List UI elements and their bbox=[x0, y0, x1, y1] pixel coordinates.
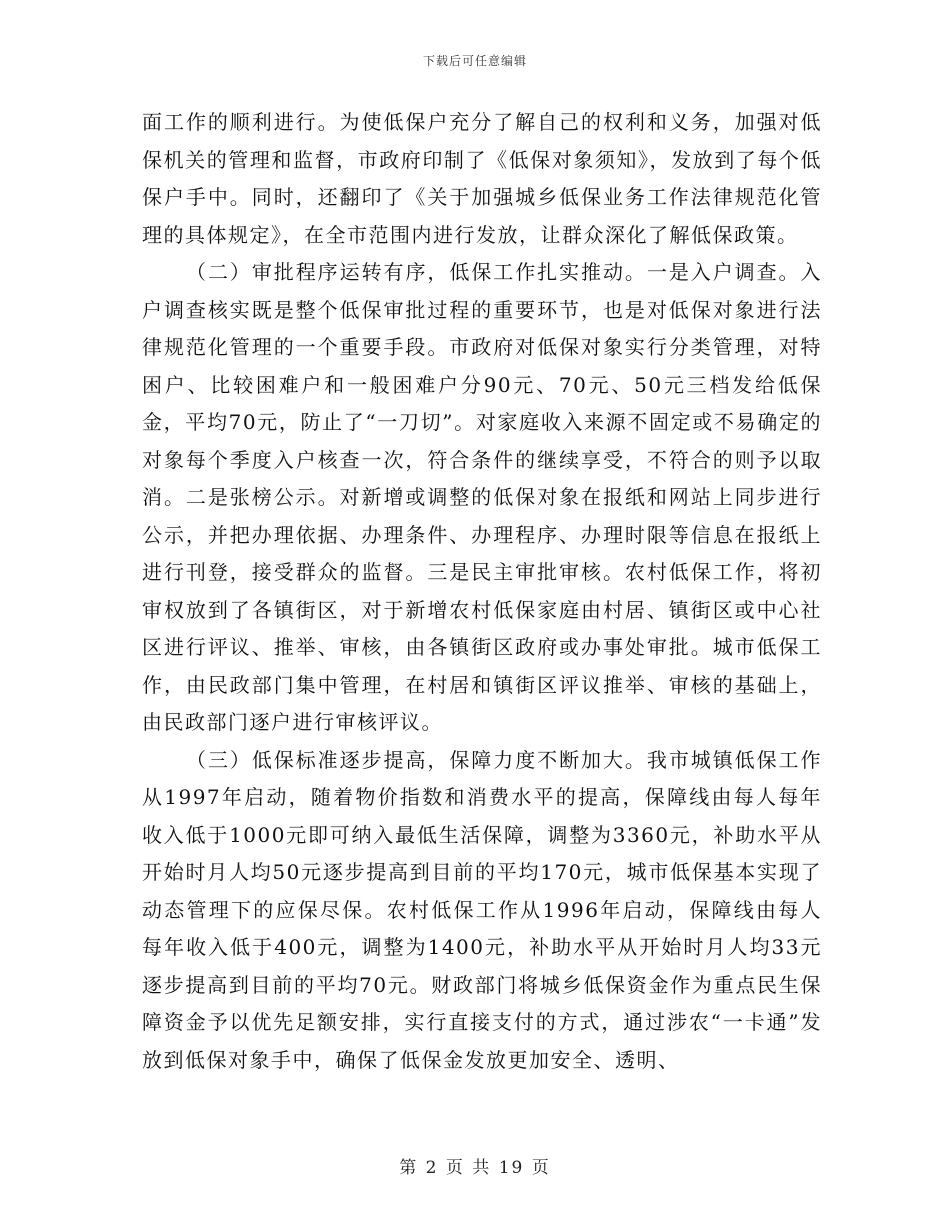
document-body bbox=[142, 104, 822, 1079]
paragraph-continuation: 面工作的顺利进行。为使低保户充分了解自己的权利和义务，加强对低保机关的管理和监督，市政府印制了《低保对象须知》，发放到了每个低保户手中。同时，还翻印了《关于加强城乡低保业务工作法律规范化管理的具体规定》，在全市范围内进行发放，让群众深化了解低保政策。 bbox=[142, 110, 822, 247]
page-footer: 第 2 页 共 19 页 bbox=[399, 1158, 551, 1178]
page-header: 下载后可任意编辑 bbox=[422, 54, 527, 68]
paragraph-standard-increase: （三）低保标准逐步提高，保障力度不断加大。我市城镇低保工作从1997年启动，随着物价指数和消费水平的提高，保障线由每人每年收入低于1000元即可纳入最低生活保障，调整为3360元，补助水平从开始时月人均50元逐步提高到目前的平均170元，城市低保基本实现了动态管理下的应保尽保。农村低保工作从1996年启动，保障线由每人每年收入低于400元，调整为1400元，补助水平从开始时月人均33元逐步提高到目前的平均70元。财政部门将城乡低保资金作为重点民生保障资金予以优先足额安排，实行直接支付的方式，通过涉农“一卡通”发放到低保对象手中，确保了低保金发放更加安全、透明、 bbox=[142, 747, 822, 1072]
paragraph-approval-procedure: （二）审批程序运转有序，低保工作扎实推动。一是入户调查。入户调查核实既是整个低保审批过程的重要环节，也是对低保对象进行法律规范化管理的一个重要手段。市政府对低保对象实行分类管理，对特困户、比较困难户和一般困难户分90元、70元、50元三档发给低保金，平均70元，防止了“一刀切”。对家庭收入来源不固定或不易确定的对象每个季度入户核查一次，符合条件的继续享受，不符合的则予以取消。二是张榜公示。对新增或调整的低保对象在报纸和网站上同步进行公示，并把办理依据、办理条件、办理程序、办理时限等信息在报纸上进行刊登，接受群众的监督。三是民主审批审核。农村低保工作，将初审权放到了各镇街区，对于新增农村低保家庭由村居、镇街区或中心社区进行评议、推举、审核，由各镇街区政府或办事处审批。城市低保工作，由民政部门集中管理，在村居和镇街区评议推举、审核的基础上，由民政部门逐户进行审核评议。 bbox=[142, 260, 822, 734]
